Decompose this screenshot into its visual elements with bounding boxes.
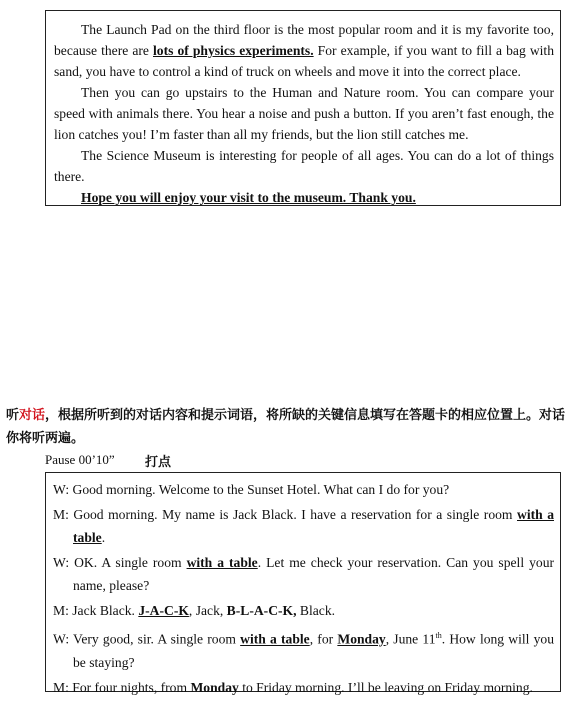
passage-paragraph-1 [54, 19, 554, 82]
dialogue-key-phrase: with a table [240, 631, 310, 647]
dialogue-text: , June 11 [385, 631, 436, 647]
passage-box [45, 10, 561, 206]
passage-closing-text: Hope you will enjoy your visit to the museum. Thank you. [81, 190, 416, 205]
passage-paragraph-3: The Science Museum is interesting for people of all ages. You can do a lot of things there. [54, 148, 554, 184]
dialogue-key-phrase: J-A-C-K [138, 603, 189, 618]
dialogue-key-phrase: with a table [73, 507, 554, 545]
dialogue-line-1: W: Good morning. Welcome to the Sunset Hotel. What can I do for you? [53, 482, 450, 497]
dialogue-line-6 [53, 676, 554, 699]
dialogue-text: M: Good morning. My name is Jack Black. I have a reservation for a single room [53, 507, 517, 522]
dialogue-text: , for [309, 631, 338, 647]
dialogue-text: . [101, 530, 106, 545]
dialogue-text: to Friday morning. I’ll be leaving on Friday morning. [238, 679, 533, 695]
dialogue-line-3 [53, 551, 554, 597]
dialogue-line-2 [53, 503, 554, 549]
dialogue-bold-phrase: Monday [190, 679, 239, 695]
pause-label: Pause 00’10” [45, 452, 115, 467]
instruction-rest: ，根据所听到的对话内容和提示词语，将所缺的关键信息填写在答题卡的相应位置上。对话你将听两遍。 [6, 408, 566, 446]
dialogue-box [45, 472, 561, 695]
dialogue-key-phrase: Monday [337, 631, 386, 647]
dialogue-bold-phrase: B-L-A-C-K, [226, 603, 297, 618]
instruction-highlight: 对话 [19, 408, 46, 423]
dialogue-text: , Jack, [188, 603, 227, 618]
dialogue-text: . Let me check your reservation. Can you spell your name, please? [73, 555, 555, 593]
dialogue-text: . How long will you be staying? [73, 631, 555, 670]
passage-paragraph-2: Then you can go upstairs to the Human and Nature room. You can compare your speed with animals there. You hear a noise and push a button. If you aren’t fast enough, the lion catches you! I’m faster than all my friends, but the lion still catches me. [54, 85, 554, 142]
dialogue-line-5 [53, 624, 554, 674]
dialogue-text: Black. [296, 603, 336, 618]
dialogue-text: W: Very good, sir. A single room [53, 631, 241, 647]
passage-text: For example, if you want to fill a bag with sand, you have to control a kind of truck on wheels and move it into the correct place. [54, 43, 554, 79]
dot-label: 打点 [145, 455, 172, 470]
dialogue-key-phrase: with a table [186, 555, 258, 570]
passage-closing [54, 187, 554, 208]
passage-key-phrase: lots of physics experiments. [153, 43, 314, 58]
dialogue-text: W: OK. A single room [53, 555, 187, 570]
passage-text: The Launch Pad on the third floor is the most popular room and it is my favorite too, because there are [54, 22, 554, 58]
dialogue-text: M: For four nights, from [53, 679, 191, 695]
dialogue-line-4 [53, 599, 554, 622]
dialogue-text: M: Jack Black. [53, 603, 139, 618]
instruction-prefix: 听 [6, 408, 20, 423]
instruction-text [6, 404, 578, 450]
ordinal-suffix: th [435, 631, 442, 640]
